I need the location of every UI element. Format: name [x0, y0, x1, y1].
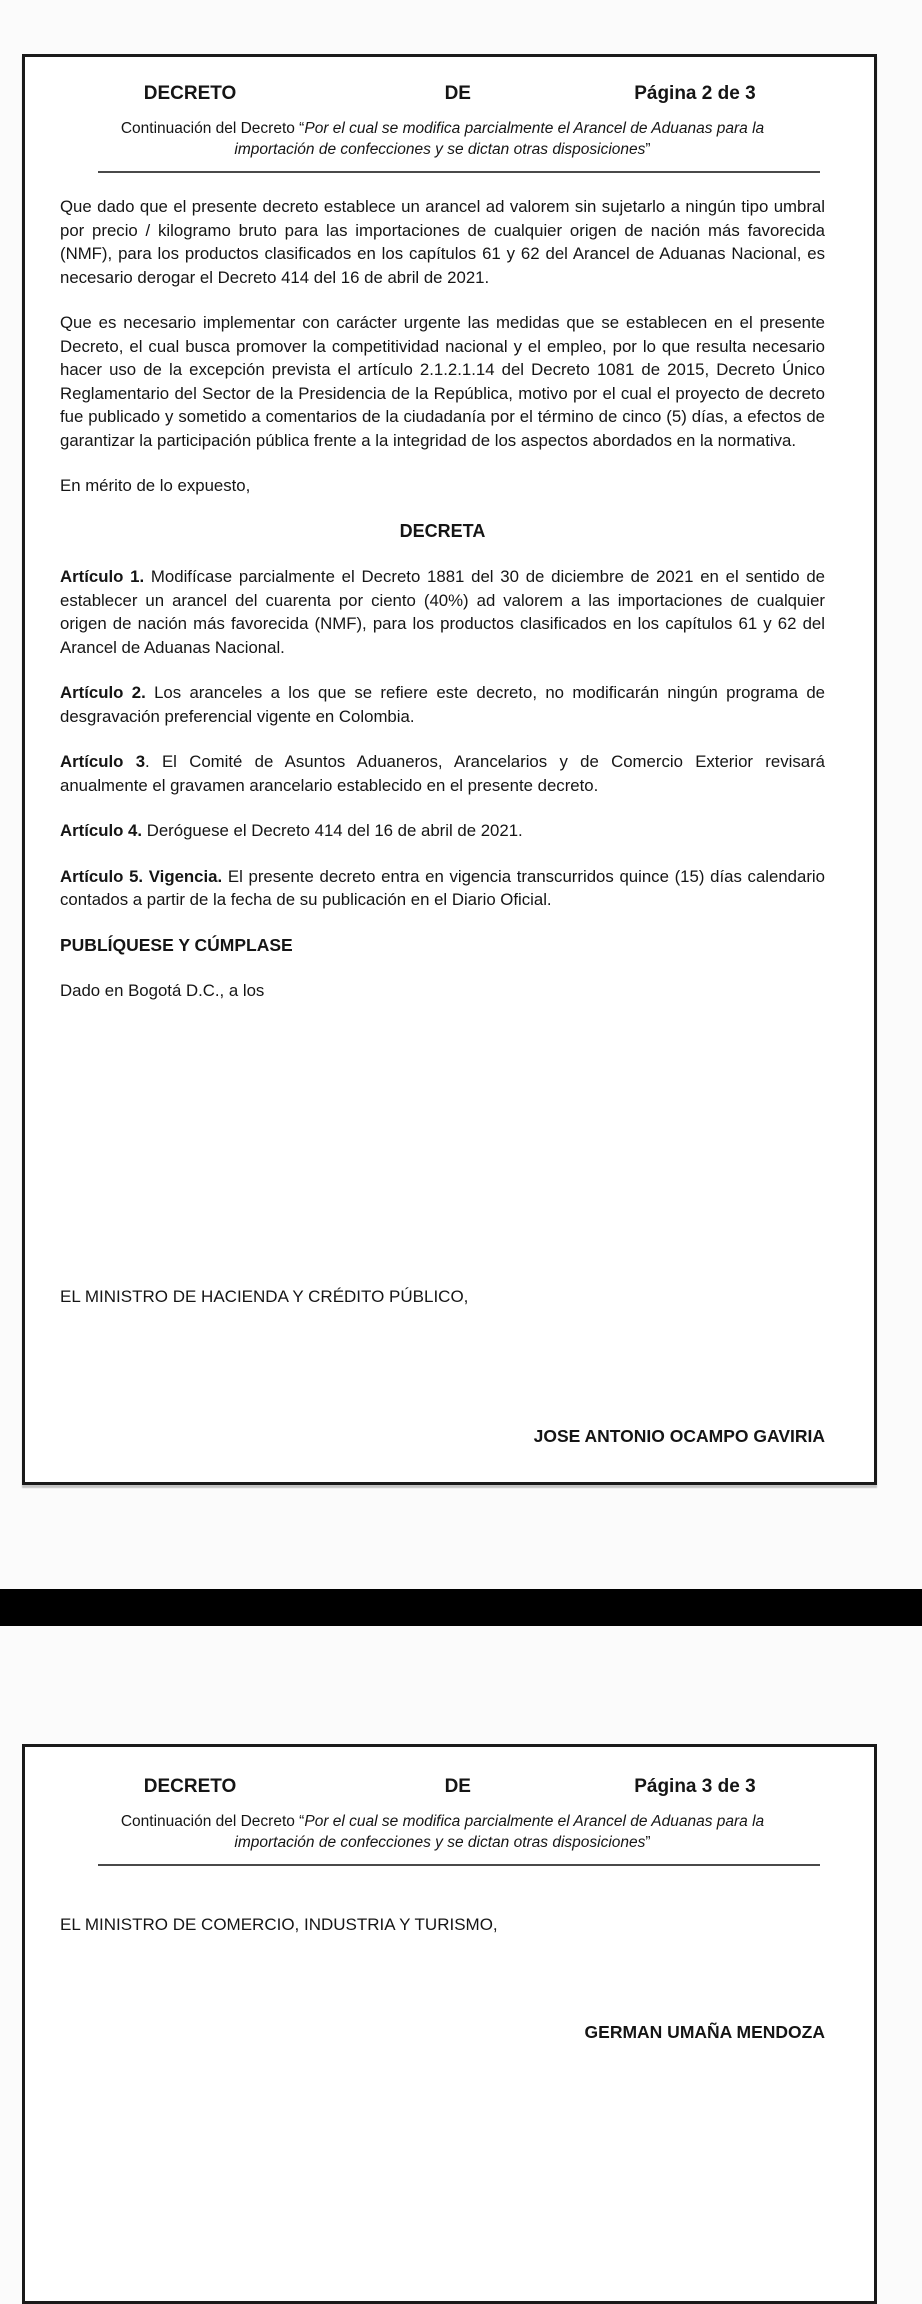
article-1 [60, 565, 825, 659]
page3-page-number: Página 3 de 3 [634, 1776, 756, 1797]
decreta-heading: DECRETA [399, 520, 486, 541]
decree-page-3 [22, 1744, 877, 2304]
article-5 [60, 865, 825, 912]
article-3 [60, 750, 825, 797]
page3-continuation-note [93, 1811, 793, 1853]
page-separator-bar [0, 1589, 922, 1626]
page2-continuation-note [93, 118, 793, 160]
article-1-label: Artículo 1. [60, 567, 145, 586]
article-3-body: . El Comité de Asuntos Aduaneros, Arancelarios y de Comercio Exterior revisará anualmente el gravamen arancelario establecido en el presente decreto. [60, 752, 825, 795]
minister-hacienda-title: EL MINISTRO DE HACIENDA Y CRÉDITO PÚBLICO, [60, 1287, 469, 1306]
page2-header-decreto: DECRETO [143, 83, 237, 104]
page3-header-spacer [794, 1775, 825, 1799]
article-2-label: Artículo 2. [60, 683, 146, 702]
page3-header-row [60, 1775, 825, 1799]
page2-page-number: Página 2 de 3 [634, 83, 756, 104]
page2-header-rule [98, 171, 820, 173]
continuation-quoted-title: Por el cual se modifica parcialmente el Arancel de Aduanas para la importación de confecciones y se dictan otras disposiciones [234, 120, 765, 158]
article-5-label: Artículo 5. Vigencia. [60, 866, 223, 886]
page3-header-de: DE [444, 1776, 471, 1797]
article-2 [60, 681, 825, 728]
continuation-suffix: ” [645, 1834, 651, 1851]
recital-paragraph-2: Que es necesario implementar con carácter urgente las medidas que se establecen en el presente Decreto, el cual busca promover la competitividad nacional y el empleo, por lo que resulta necesario hacer uso de la excepción prevista el artículo 2.1.2.1.14 del Decreto 1081 de 2015, Decreto Único Reglamentario del Sector de la Presidencia de la República, motivo por el cual el proyecto de decreto fue publicado y sometido a comentarios de la ciudadanía por el término de cinco (5) días, a efectos de garantizar la participación pública frente a la integridad de los aspectos abordados en la normativa. [60, 313, 825, 450]
minister-hacienda-signature-name: JOSE ANTONIO OCAMPO GAVIRIA [533, 1426, 825, 1446]
dado-en-bogota-line: Dado en Bogotá D.C., a los [60, 981, 265, 1000]
continuation-prefix: Continuación del Decreto “ [120, 1813, 305, 1830]
article-4-body: Deróguese el Decreto 414 del 16 de abril de 2021. [142, 821, 523, 840]
decree-page-2 [22, 54, 877, 1485]
page2-header-de: DE [444, 83, 471, 104]
page2-header-row [60, 82, 825, 106]
page3-header-rule [98, 1864, 820, 1866]
article-4-label: Artículo 4. [60, 821, 143, 840]
page2-header-spacer [794, 82, 825, 106]
continuation-suffix: ” [645, 141, 651, 158]
continuation-quoted-title: Por el cual se modifica parcialmente el Arancel de Aduanas para la importación de confecciones y se dictan otras disposiciones [234, 1813, 765, 1851]
recital-paragraph-1: Que dado que el presente decreto establece un arancel ad valorem sin sujetarlo a ningún tipo umbral por precio / kilogramo bruto para las importaciones de cualquier origen de nación más favorecida (NMF), para los productos clasificados en los capítulos 61 y 62 del Arancel de Aduanas Nacional, es necesario derogar el Decreto 414 del 16 de abril de 2021. [60, 197, 825, 287]
article-4 [60, 819, 825, 843]
en-merito-line: En mérito de lo expuesto, [60, 476, 251, 495]
article-3-label: Artículo 3 [60, 752, 146, 771]
page3-header-decreto: DECRETO [143, 1776, 237, 1797]
publiquese-line: PUBLÍQUESE Y CÚMPLASE [60, 934, 293, 955]
article-2-body: Los aranceles a los que se refiere este decreto, no modificarán ningún programa de desgravación preferencial vigente en Colombia. [60, 683, 825, 726]
article-1-body: Modifícase parcialmente el Decreto 1881 del 30 de diciembre de 2021 en el sentido de establecer un arancel del cuarenta por ciento (40%) ad valorem a las importaciones de cualquier origen de nación más favorecida (NMF), para los productos clasificados en los capítulos 61 y 62 del Arancel de Aduanas Nacional. [60, 567, 825, 657]
minister-comercio-title: EL MINISTRO DE COMERCIO, INDUSTRIA Y TURISMO, [60, 1915, 498, 1934]
minister-comercio-signature-name: GERMAN UMAÑA MENDOZA [584, 2021, 825, 2042]
continuation-prefix: Continuación del Decreto “ [120, 120, 305, 137]
article-5-body: El presente decreto entra en vigencia transcurridos quince (15) días calendario contados a partir de la fecha de su publicación en el Diario Oficial. [60, 866, 825, 909]
